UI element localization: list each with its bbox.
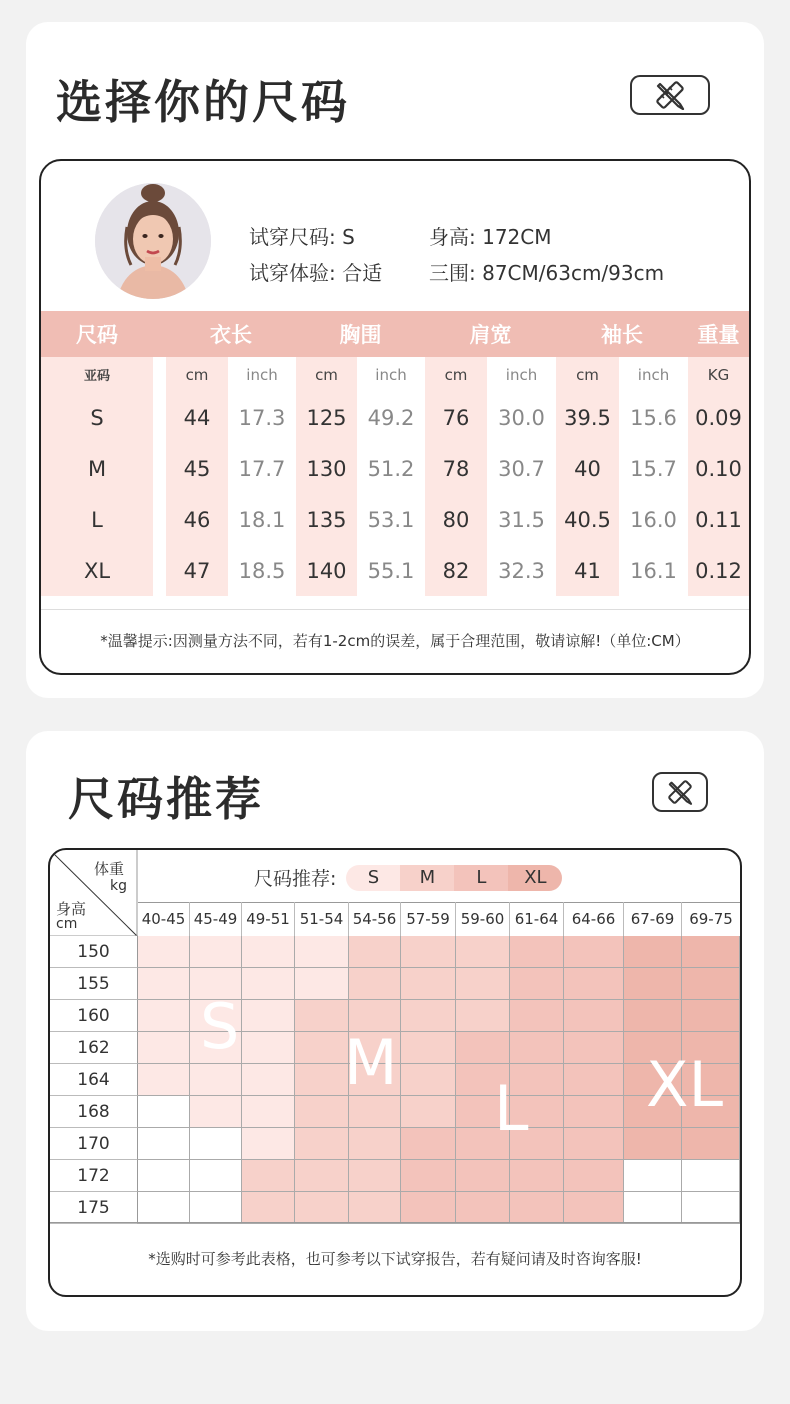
weight-header: 64-66 (564, 902, 624, 936)
grid-cell-m (456, 1000, 510, 1032)
legend-label: 尺码推荐: (254, 868, 337, 890)
grid-cell-s (295, 936, 349, 968)
unit-asian-size: 亚码 (41, 357, 153, 392)
height-label: 170 (50, 1128, 138, 1160)
section-title-choose-size: 选择你的尺码 (56, 75, 350, 129)
grid-cell-none (682, 1160, 740, 1192)
height-label: 160 (50, 1000, 138, 1032)
header-weight: 重量 (688, 311, 749, 357)
height-label: 175 (50, 1192, 138, 1224)
grid-cell-m (295, 1160, 349, 1192)
height-label: 168 (50, 1096, 138, 1128)
grid-cell-l (510, 1160, 564, 1192)
grid-cell-s (190, 1064, 242, 1096)
legend-size-m: M (400, 865, 454, 891)
legend-size-xl: XL (508, 865, 562, 891)
unit-kg: KG (688, 357, 749, 392)
grid-cell-l (564, 1192, 624, 1224)
weight-header: 40-45 (138, 902, 190, 936)
grid-cell-s (138, 1064, 190, 1096)
size-table-header-row (41, 311, 749, 357)
grid-cell-xl (682, 1000, 740, 1032)
grid-cell-none (138, 1160, 190, 1192)
ruler-pencil-icon (652, 772, 708, 812)
value-inch: 53.1 (357, 494, 425, 545)
model-try-size: 试穿尺码: S (249, 225, 355, 249)
grid-cell-m (349, 1192, 401, 1224)
grid-cell-s (242, 1064, 295, 1096)
grid-label-m: M (344, 1026, 398, 1099)
grid-cell-s (138, 1000, 190, 1032)
grid-cell-l (564, 1096, 624, 1128)
grid-label-xl: XL (646, 1048, 724, 1121)
size-legend (254, 864, 562, 891)
grid-cell-m (295, 1000, 349, 1032)
grid-cell-m (401, 1096, 456, 1128)
corner-height-label: 身高 (56, 900, 87, 918)
grid-cell-m (349, 1160, 401, 1192)
grid-cell-l (510, 968, 564, 1000)
grid-cell-l (456, 1160, 510, 1192)
section-title-size-recommend: 尺码推荐 (68, 772, 264, 826)
value-kg: 0.10 (688, 443, 749, 494)
height-label: 172 (50, 1160, 138, 1192)
height-label: 155 (50, 968, 138, 1000)
grid-cell-l (510, 1032, 564, 1064)
value-cm: 76 (425, 392, 487, 443)
weight-header: 61-64 (510, 902, 564, 936)
value-inch: 49.2 (357, 392, 425, 443)
legend-size-l: L (454, 865, 508, 891)
grid-cell-xl (624, 968, 682, 1000)
model-try-experience: 试穿体验: 合适 (249, 261, 383, 285)
unit-inch: inch (357, 357, 425, 392)
weight-header: 49-51 (242, 902, 295, 936)
weight-header: 69-75 (689, 910, 733, 928)
value-inch: 18.5 (228, 545, 296, 596)
grid-cell-m (349, 1128, 401, 1160)
grid-cell-m (242, 1160, 295, 1192)
size-label: S (41, 392, 153, 443)
value-inch: 31.5 (487, 494, 556, 545)
value-inch: 15.6 (619, 392, 688, 443)
value-inch: 30.0 (487, 392, 556, 443)
size-table-row (41, 494, 749, 545)
size-label: L (41, 494, 153, 545)
grid-cell-xl (624, 936, 682, 968)
weight-header: 45-49 (190, 902, 242, 936)
unit-inch: inch (619, 357, 688, 392)
grid-cell-l (510, 1192, 564, 1224)
grid-cell-xl (624, 1000, 682, 1032)
value-cm: 40.5 (556, 494, 619, 545)
grid-label-l: L (494, 1072, 529, 1145)
value-cm: 46 (166, 494, 228, 545)
grid-cell-none (624, 1192, 682, 1224)
grid-cell-l (564, 1128, 624, 1160)
grid-cell-m (401, 1064, 456, 1096)
value-inch: 51.2 (357, 443, 425, 494)
grid-cell-l (564, 1000, 624, 1032)
value-kg: 0.09 (688, 392, 749, 443)
weight-header: 67-69 (624, 902, 682, 936)
value-cm: 41 (556, 545, 619, 596)
value-inch: 16.1 (619, 545, 688, 596)
grid-cell-xl (682, 936, 740, 968)
grid-cell-s (242, 1096, 295, 1128)
grid-cell-l (401, 1128, 456, 1160)
grid-cell-xl (682, 968, 740, 1000)
grid-cell-xl (624, 1128, 682, 1160)
value-cm: 39.5 (556, 392, 619, 443)
grid-cell-none (138, 1096, 190, 1128)
grid-cell-none (138, 1192, 190, 1224)
value-inch: 17.3 (228, 392, 296, 443)
size-chart-panel (39, 159, 751, 675)
grid-cell-s (190, 936, 242, 968)
size-table-row (41, 545, 749, 596)
value-cm: 45 (166, 443, 228, 494)
grid-cell-s (138, 1032, 190, 1064)
grid-cell-none (190, 1160, 242, 1192)
value-cm: 135 (296, 494, 357, 545)
grid-cell-m (349, 936, 401, 968)
value-cm: 130 (296, 443, 357, 494)
grid-cell-m (295, 1032, 349, 1064)
model-avatar (95, 183, 211, 299)
grid-cell-l (401, 1160, 456, 1192)
size-recommend-grid-panel (48, 848, 742, 1297)
grid-cell-l (564, 1160, 624, 1192)
height-label: 164 (50, 1064, 138, 1096)
model-measurements: 三围: 87CM/63cm/93cm (429, 261, 665, 285)
unit-cm: cm (425, 357, 487, 392)
grid-label-s: S (200, 990, 240, 1063)
value-cm: 140 (296, 545, 357, 596)
ruler-pencil-icon (630, 75, 710, 115)
unit-cm: cm (296, 357, 357, 392)
legend-size-s: S (346, 865, 400, 891)
header-chest: 胸围 (296, 311, 425, 357)
grid-cell-m (456, 936, 510, 968)
value-inch: 55.1 (357, 545, 425, 596)
grid-cell-m (295, 1192, 349, 1224)
unit-inch: inch (228, 357, 296, 392)
value-cm: 82 (425, 545, 487, 596)
grid-cell-l (564, 1032, 624, 1064)
grid-cell-s (242, 1000, 295, 1032)
grid-cell-l (456, 1032, 510, 1064)
weight-header: 54-56 (349, 902, 401, 936)
value-inch: 18.1 (228, 494, 296, 545)
grid-cell-none (190, 1128, 242, 1160)
size-chart-card (26, 22, 764, 698)
value-inch: 16.0 (619, 494, 688, 545)
grid-cell-s (295, 968, 349, 1000)
value-inch: 17.7 (228, 443, 296, 494)
grid-cell-s (242, 936, 295, 968)
grid-cell-l (456, 1192, 510, 1224)
grid-cell-none (138, 1128, 190, 1160)
value-inch: 32.3 (487, 545, 556, 596)
grid-cell-none (682, 1192, 740, 1224)
unit-inch: inch (487, 357, 556, 392)
grid-cell-m (242, 1192, 295, 1224)
value-cm: 47 (166, 545, 228, 596)
corner-weight-unit: kg (110, 878, 127, 894)
header-size: 尺码 (41, 311, 153, 357)
size-label: M (41, 443, 153, 494)
weight-header: 57-59 (401, 902, 456, 936)
grid-cell-l (510, 936, 564, 968)
grid-cell-m (349, 1096, 401, 1128)
recommend-note: *选购时可参考此表格，也可参考以下试穿报告，若有疑问请及时咨询客服! (50, 1222, 740, 1295)
value-inch: 15.7 (619, 443, 688, 494)
grid-cell-m (401, 968, 456, 1000)
model-height: 身高: 172CM (429, 225, 552, 249)
weight-header: 51-54 (295, 902, 349, 936)
grid-cell-l (564, 1064, 624, 1096)
corner-weight-label: 体重 (94, 860, 125, 878)
grid-cell-m (295, 1128, 349, 1160)
grid-cell-s (242, 1032, 295, 1064)
grid-cell-s (138, 936, 190, 968)
value-cm: 125 (296, 392, 357, 443)
size-table-unit-row (41, 357, 749, 392)
value-inch: 30.7 (487, 443, 556, 494)
corner-height-unit: cm (56, 916, 78, 932)
grid-cell-m (401, 1000, 456, 1032)
weight-header: 59-60 (456, 902, 510, 936)
grid-cell-m (456, 968, 510, 1000)
value-kg: 0.12 (688, 545, 749, 596)
size-label: XL (41, 545, 153, 596)
grid-cell-l (564, 936, 624, 968)
grid-cell-m (401, 936, 456, 968)
grid-cell-s (242, 968, 295, 1000)
grid-cell-m (349, 968, 401, 1000)
value-cm: 44 (166, 392, 228, 443)
value-cm: 40 (556, 443, 619, 494)
size-chart-table (41, 311, 749, 596)
grid-cell-s (138, 968, 190, 1000)
grid-cell-m (401, 1032, 456, 1064)
value-cm: 80 (425, 494, 487, 545)
height-label: 162 (50, 1032, 138, 1064)
grid-cell-m (295, 1064, 349, 1096)
grid-cell-s (242, 1128, 295, 1160)
grid-cell-xl (682, 1128, 740, 1160)
size-table-row (41, 443, 749, 494)
grid-cell-m (295, 1096, 349, 1128)
grid-cell-l (401, 1192, 456, 1224)
header-length: 衣长 (166, 311, 296, 357)
grid-cell-none (624, 1160, 682, 1192)
header-shoulder: 肩宽 (425, 311, 556, 357)
header-sleeve: 袖长 (556, 311, 688, 357)
grid-cell-none (190, 1192, 242, 1224)
size-table-row (41, 392, 749, 443)
legend-pill (346, 865, 562, 891)
unit-cm: cm (556, 357, 619, 392)
value-kg: 0.11 (688, 494, 749, 545)
grid-cell-s (190, 1096, 242, 1128)
measurement-note: *温馨提示:因测量方法不同，若有1-2cm的误差，属于合理范围，敬请谅解!（单位:CM） (41, 609, 749, 672)
grid-cell-l (564, 968, 624, 1000)
value-cm: 78 (425, 443, 487, 494)
unit-cm: cm (166, 357, 228, 392)
size-recommend-card (26, 731, 764, 1331)
height-label: 150 (50, 936, 138, 968)
grid-cell-l (510, 1000, 564, 1032)
